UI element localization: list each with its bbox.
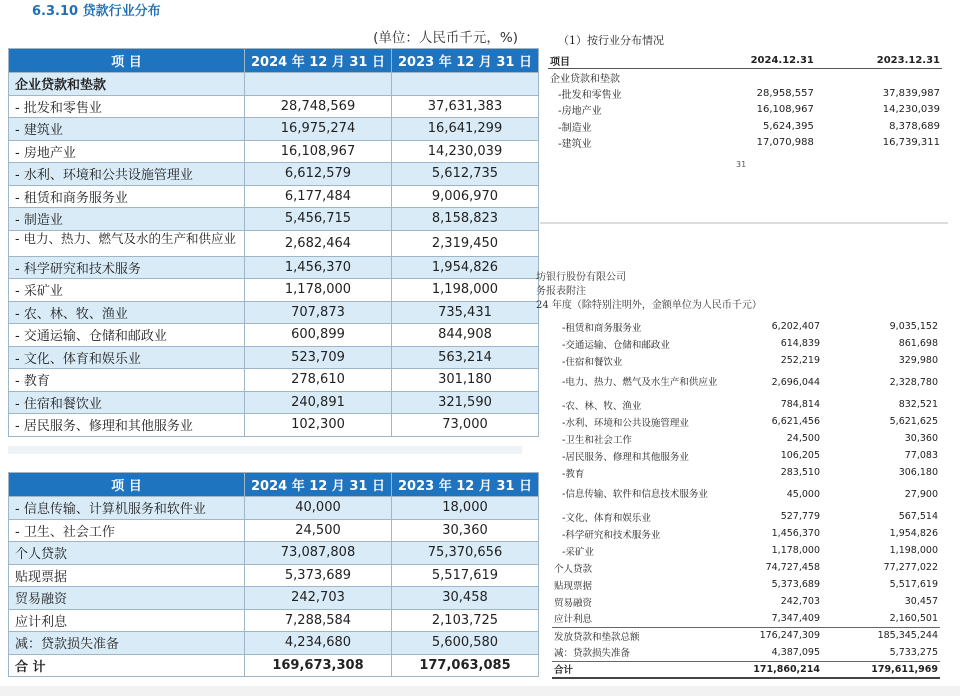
table-row	[552, 447, 940, 464]
value-2023: 1,954,826	[392, 256, 539, 279]
value-2023: 735,431	[392, 301, 539, 324]
value-2024: 6,612,579	[245, 163, 392, 186]
row-label: 企业贷款和垫款	[9, 73, 245, 96]
value-2024: 7,288,584	[245, 609, 392, 632]
table-row	[552, 576, 940, 593]
table-row	[552, 508, 940, 525]
table-row	[9, 632, 539, 655]
row-label: -房地产业	[558, 106, 602, 118]
row-label: -租赁和商务服务业	[562, 322, 642, 334]
row-label: - 住宿和餐饮业	[9, 391, 245, 414]
table-row	[9, 542, 539, 565]
value-2024: 240,891	[245, 391, 392, 414]
table-row	[9, 163, 539, 186]
row-label: -采矿业	[562, 546, 594, 558]
row-label: - 科学研究和技术服务	[9, 256, 245, 279]
value-2023: 30,360	[392, 519, 539, 542]
table-row	[548, 69, 942, 86]
table-row	[552, 644, 940, 661]
value-2023: 179,611,969	[822, 661, 940, 678]
row-label: 贸易融资	[554, 597, 593, 609]
table-row	[552, 525, 940, 542]
loan-industry-table-2	[8, 472, 539, 677]
page-number: 31	[736, 160, 747, 169]
value-2024: 28,748,569	[245, 95, 392, 118]
table-row	[548, 102, 942, 119]
value-2023: 5,733,275	[889, 646, 938, 658]
table-row	[9, 654, 539, 677]
table-gap	[8, 446, 522, 454]
value-2023: 563,214	[392, 346, 539, 369]
value-2024: 16,108,967	[245, 140, 392, 163]
company-name: 坊银行股份有限公司	[536, 272, 626, 283]
value-2023: 5,517,619	[889, 579, 938, 590]
table-row	[548, 85, 942, 102]
row-label: - 交通运输、仓储和邮政业	[9, 324, 245, 347]
value-2024: 707,873	[245, 301, 392, 324]
value-2023: 9,006,970	[392, 185, 539, 208]
scanned-table-top	[548, 52, 942, 151]
value-2023: 2,328,780	[889, 377, 938, 388]
value-2023	[392, 73, 539, 96]
value-2023: 73,000	[392, 414, 539, 437]
row-label: 发放贷款和垫款总额	[552, 627, 722, 644]
value-2024: 16,108,967	[756, 104, 814, 116]
value-2023: 861,698	[898, 338, 938, 349]
value-2023: 77,277,022	[883, 562, 938, 573]
table-row	[552, 396, 940, 413]
value-2023: 16,739,311	[882, 137, 940, 149]
row-label: -电力、热力、燃气及水生产和供应业	[562, 376, 718, 388]
row-label: -建筑业	[558, 139, 592, 151]
row-label: 减：贷款损失准备	[9, 632, 245, 655]
value-2024: 24,500	[786, 433, 820, 444]
value-2023: 5,621,625	[889, 416, 938, 427]
value-2024: 16,975,274	[245, 118, 392, 141]
row-label: -居民服务、修理和其他服务业	[562, 451, 689, 463]
value-2023: 30,457	[904, 596, 938, 607]
value-2023: 5,600,580	[392, 632, 539, 655]
value-2024: 6,177,484	[245, 185, 392, 208]
value-2024: 4,387,095	[771, 646, 820, 658]
row-label: 贴现票据	[9, 564, 245, 587]
table-row	[9, 230, 539, 256]
value-2024: 6,202,407	[771, 321, 820, 332]
row-label: -水利、环境和公共设施管理业	[562, 417, 689, 429]
value-2023: 177,063,085	[392, 654, 539, 677]
row-label: - 文化、体育和娱乐业	[9, 346, 245, 369]
row-label: 个人贷款	[9, 542, 245, 565]
header-item: 项 目	[9, 473, 245, 497]
value-2024: 17,070,988	[756, 137, 814, 149]
table-row	[552, 318, 940, 335]
table-row	[552, 593, 940, 610]
row-label: -制造业	[558, 122, 592, 134]
value-2023: 30,360	[904, 433, 938, 444]
row-label: -教育	[562, 468, 585, 480]
value-2023: 16,641,299	[392, 118, 539, 141]
table-row	[9, 256, 539, 279]
row-label: - 信息传输、计算机服务和软件业	[9, 497, 245, 520]
table-row	[552, 627, 940, 644]
page-divider	[540, 222, 948, 224]
value-2023: 9,035,152	[889, 321, 938, 332]
value-2024: 106,205	[780, 450, 820, 461]
value-2024: 169,673,308	[245, 654, 392, 677]
value-2023	[816, 69, 942, 86]
value-2023: 844,908	[392, 324, 539, 347]
row-label: -住宿和餐饮业	[562, 356, 623, 368]
value-2023: 8,158,823	[392, 208, 539, 231]
scanned-note-page-bottom	[536, 260, 956, 696]
value-2023: 329,980	[898, 355, 938, 366]
table-row	[548, 135, 942, 152]
value-2023: 14,230,039	[392, 140, 539, 163]
value-2023: 1,954,826	[889, 528, 938, 539]
value-2024: 1,178,000	[771, 545, 820, 556]
scanned-table-bottom	[552, 318, 940, 679]
row-label: 贴现票据	[554, 580, 593, 592]
value-2024: 600,899	[245, 324, 392, 347]
row-label: 企业贷款和垫款	[550, 73, 620, 85]
header-2024: 2024 年 12 月 31 日	[245, 49, 392, 73]
table-row	[552, 413, 940, 430]
row-label: -信息传输、软件和信息技术服务业	[562, 488, 708, 500]
table-row	[9, 324, 539, 347]
row-label: 个人贷款	[554, 563, 593, 575]
value-2024: 1,178,000	[245, 279, 392, 302]
loan-industry-table-1	[8, 48, 539, 437]
value-2024: 523,709	[245, 346, 392, 369]
value-2023: 2,160,501	[889, 612, 938, 624]
row-label: - 农、林、牧、渔业	[9, 301, 245, 324]
value-2023: 832,521	[898, 399, 938, 410]
value-2023: 321,590	[392, 391, 539, 414]
value-2024: 2,696,044	[771, 377, 820, 388]
value-2023: 301,180	[392, 369, 539, 392]
value-2023: 77,083	[904, 450, 938, 461]
row-label: 贸易融资	[9, 587, 245, 610]
value-2023: 185,345,244	[822, 627, 940, 644]
value-2024: 278,610	[245, 369, 392, 392]
value-2024: 5,373,689	[245, 564, 392, 587]
value-2024: 1,456,370	[245, 256, 392, 279]
value-2024: 171,860,214	[722, 661, 822, 678]
value-2024: 74,727,458	[765, 562, 820, 573]
value-2024	[690, 69, 816, 86]
table-row	[9, 279, 539, 302]
header-item: 项 目	[9, 49, 245, 73]
header-2023: 2023 年 12 月 31 日	[392, 473, 539, 497]
header-2023: 2023 年 12 月 31 日	[392, 49, 539, 73]
value-2024: 1,456,370	[771, 528, 820, 539]
table-row	[9, 609, 539, 632]
value-2024: 527,779	[780, 511, 820, 522]
row-label: 应计利息	[9, 609, 245, 632]
row-label: - 租赁和商务服务业	[9, 185, 245, 208]
value-2023: 37,631,383	[392, 95, 539, 118]
table-row	[552, 542, 940, 559]
value-2023: 75,370,656	[392, 542, 539, 565]
row-label: - 房地产业	[9, 140, 245, 163]
value-2024: 24,500	[245, 519, 392, 542]
row-label: 合计	[552, 661, 722, 678]
value-2024: 73,087,808	[245, 542, 392, 565]
value-2024: 784,814	[780, 399, 820, 410]
value-2024: 242,703	[245, 587, 392, 610]
table-row	[9, 564, 539, 587]
header-item: 项目	[548, 52, 690, 69]
table-row	[9, 301, 539, 324]
scanned-note-page-top	[540, 20, 950, 220]
header-2023: 2023.12.31	[816, 52, 942, 69]
row-label: - 批发和零售业	[9, 95, 245, 118]
value-2023: 2,103,725	[392, 609, 539, 632]
row-label: - 采矿业	[9, 279, 245, 302]
table-row	[552, 610, 940, 627]
table-row	[9, 414, 539, 437]
table-row	[552, 464, 940, 481]
value-2024: 45,000	[786, 489, 820, 500]
value-2023: 14,230,039	[882, 104, 940, 116]
value-2024: 102,300	[245, 414, 392, 437]
table-row	[9, 519, 539, 542]
table-row	[9, 369, 539, 392]
table-row	[9, 391, 539, 414]
table-row	[552, 661, 940, 678]
value-2024: 5,624,395	[762, 120, 814, 132]
value-2024: 2,682,464	[245, 230, 392, 256]
table-row	[9, 95, 539, 118]
row-label: -交通运输、仓储和邮政业	[562, 339, 670, 351]
table-row	[9, 587, 539, 610]
table-row	[9, 73, 539, 96]
table-row	[9, 346, 539, 369]
table-row	[552, 430, 940, 447]
bottom-strip	[0, 686, 960, 696]
value-2024: 5,373,689	[771, 579, 820, 590]
value-2024: 28,958,557	[756, 87, 814, 99]
value-2024: 40,000	[245, 497, 392, 520]
row-label: 应计利息	[554, 614, 593, 626]
value-2024: 252,219	[780, 355, 820, 366]
table-row	[9, 118, 539, 141]
table-row	[552, 335, 940, 352]
value-2024: 614,839	[780, 338, 820, 349]
table-row	[9, 140, 539, 163]
year-unit-note: 24 年度（除特别注明外，金额单位为人民币千元）	[536, 300, 762, 311]
value-2023: 567,514	[898, 511, 938, 522]
value-2024: 242,703	[780, 596, 820, 607]
value-2024	[245, 73, 392, 96]
row-label: -批发和零售业	[558, 89, 622, 101]
value-2023: 27,900	[904, 489, 938, 500]
value-2023: 5,517,619	[392, 564, 539, 587]
row-label: - 建筑业	[9, 118, 245, 141]
row-label: - 教育	[9, 369, 245, 392]
value-2023: 1,198,000	[392, 279, 539, 302]
value-2023: 8,378,689	[889, 120, 940, 132]
value-2024: 283,510	[780, 467, 820, 478]
value-2023: 37,839,987	[882, 87, 940, 99]
table-row	[552, 352, 940, 369]
value-2023: 5,612,735	[392, 163, 539, 186]
row-label: - 卫生、社会工作	[9, 519, 245, 542]
value-2023: 18,000	[392, 497, 539, 520]
row-label: - 水利、环境和公共设施管理业	[9, 163, 245, 186]
row-label: - 电力、热力、燃气及水的生产和供应业	[9, 230, 245, 256]
row-label: -科学研究和技术服务业	[562, 529, 661, 541]
table-row	[548, 118, 942, 135]
row-label: -农、林、牧、渔业	[562, 400, 642, 412]
table-row	[552, 559, 940, 576]
value-2023: 1,198,000	[889, 545, 938, 556]
value-2024: 176,247,309	[722, 627, 822, 644]
value-2023: 2,319,450	[392, 230, 539, 256]
value-2024: 5,456,715	[245, 208, 392, 231]
industry-distribution-heading: （1）按行业分布情况	[558, 34, 664, 47]
row-label: 合 计	[9, 654, 245, 677]
row-label: 减：贷款损失准备	[554, 648, 631, 660]
value-2024: 7,347,409	[771, 612, 820, 624]
value-2023: 306,180	[898, 467, 938, 478]
table-row	[9, 497, 539, 520]
value-2023: 30,458	[392, 587, 539, 610]
header-2024: 2024 年 12 月 31 日	[245, 473, 392, 497]
value-2024: 4,234,680	[245, 632, 392, 655]
table-row	[552, 481, 940, 508]
row-label: - 居民服务、修理和其他服务业	[9, 414, 245, 437]
table-row	[552, 369, 940, 396]
notes-title: 务报表附注	[536, 286, 586, 297]
row-label: - 制造业	[9, 208, 245, 231]
value-2024: 6,621,456	[771, 416, 820, 427]
unit-note: (单位：人民币千元，%)	[373, 30, 518, 46]
table-row	[9, 208, 539, 231]
table-row	[9, 185, 539, 208]
row-label: -卫生和社会工作	[562, 434, 632, 446]
row-label: -文化、体育和娱乐业	[562, 512, 651, 524]
header-2024: 2024.12.31	[690, 52, 816, 69]
section-title: 6.3.10 贷款行业分布	[32, 4, 161, 19]
